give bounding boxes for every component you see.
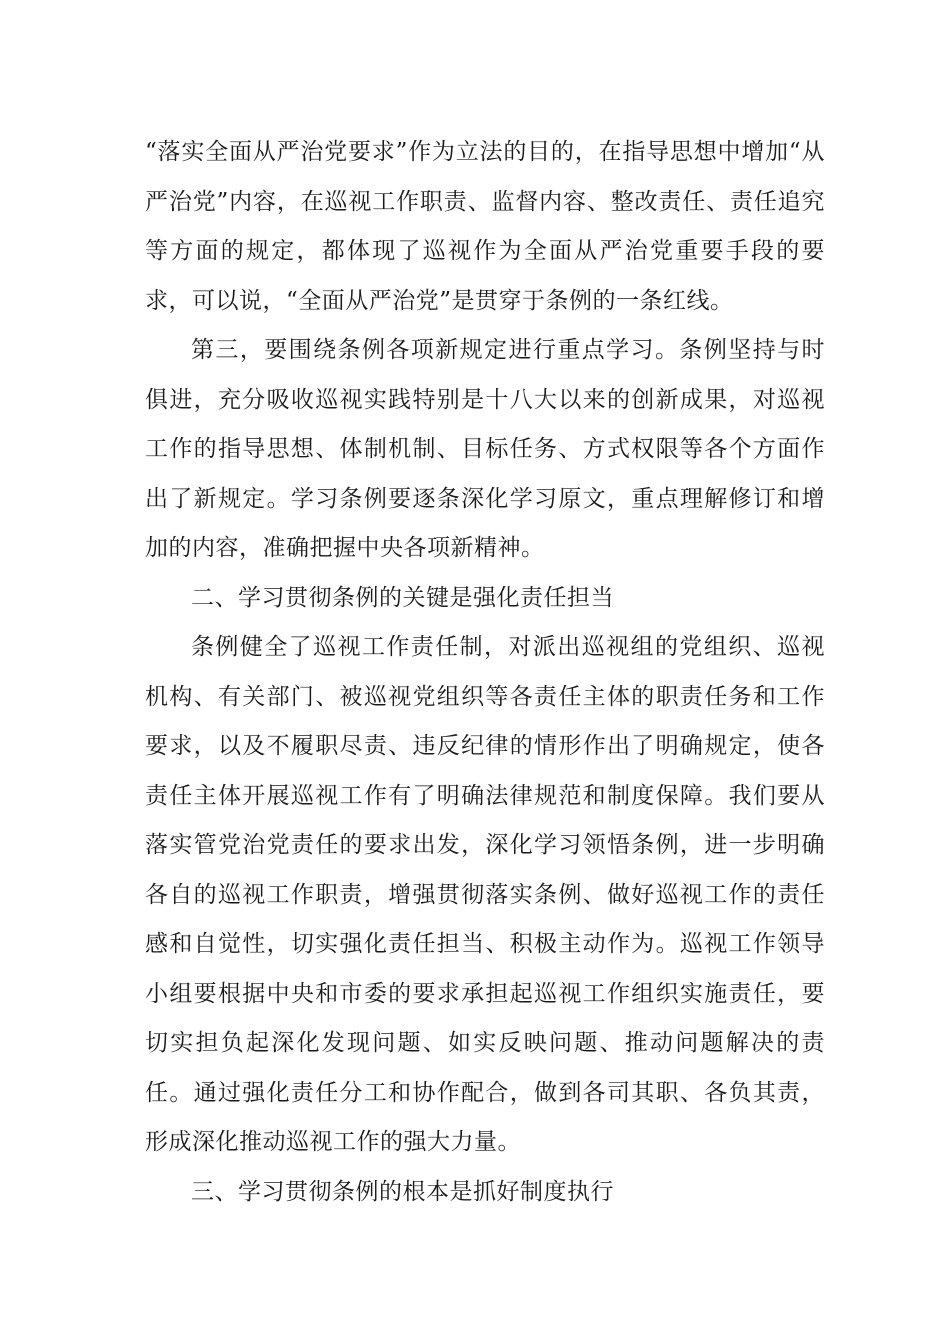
document-body xyxy=(145,128,825,1217)
section-heading-three: 三、学习贯彻条例的根本是抓好制度执行 xyxy=(191,1178,614,1205)
paragraph-responsibility: 条例健全了巡视工作责任制，对派出巡视组的党组织、巡视机构、有关部门、被巡视党组织等各责任主体的职责任务和工作要求，以及不履职尽责、违反纪律的情形作出了明确规定，使各责任主体开展巡视工作有了明确法律规范和制度保障。我们要从落实管党治党责任的要求出发，深化学习领悟条例，进一步明确各自的巡视工作职责，增强贯彻落实条例、做好巡视工作的责任感和自觉性，切实强化责任担当、积极主动作为。巡视工作领导小组要根据中央和市委的要求承担起巡视工作组织实施责任，要切实担负起深化发现问题、如实反映问题、推动问题解决的责任。通过强化责任分工和协作配合，做到各司其职、各负其责，形成深化推动巡视工作的强大力量。 xyxy=(145,634,825,1155)
paragraph-intro-continuation: “落实全面从严治党要求”作为立法的目的，在指导思想中增加“从严治党”内容，在巡视工作职责、监督内容、整改责任、责任追究等方面的规定，都体现了巡视作为全面从严治党重要手段的要求，可以说，“全面从严治党”是贯穿于条例的一条红线。 xyxy=(145,139,825,314)
section-heading-two: 二、学习贯彻条例的关键是强化责任担当 xyxy=(191,584,614,611)
paragraph-third-point: 第三，要围绕条例各项新规定进行重点学习。条例坚持与时俱进，充分吸收巡视实践特别是十八大以来的创新成果，对巡视工作的指导思想、体制机制、目标任务、方式权限等各个方面作出了新规定。学习条例要逐条深化学习原文，重点理解修订和增加的内容，准确把握中央各项新精神。 xyxy=(145,337,825,561)
